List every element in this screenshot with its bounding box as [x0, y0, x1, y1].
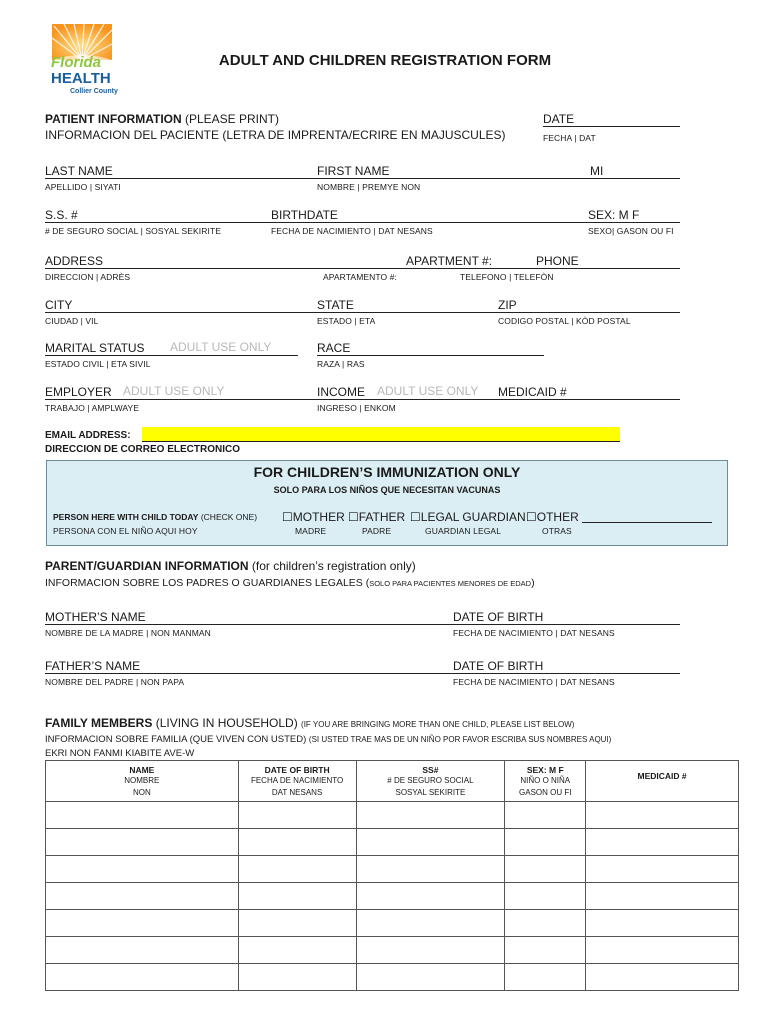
- option-legal-guardian[interactable]: ☐LEGAL GUARDIAN: [410, 510, 526, 524]
- table-cell[interactable]: [238, 964, 356, 991]
- table-row: [46, 910, 739, 937]
- table-cell[interactable]: [505, 964, 586, 991]
- birthdate-sublabel: FECHA DE NACIMIENTO | DAT NESANS: [271, 226, 433, 236]
- table-cell[interactable]: [46, 964, 239, 991]
- city-label: CITY: [45, 298, 73, 312]
- checkbox-icon[interactable]: ☐: [526, 510, 537, 524]
- table-cell[interactable]: [505, 937, 586, 964]
- first-name-sublabel: NOMBRE | PREMYE NON: [317, 182, 421, 192]
- table-row: [46, 829, 739, 856]
- table-cell[interactable]: [586, 910, 739, 937]
- email-sublabel: DIRECCION DE CORREO ELECTRONICO: [45, 444, 241, 455]
- table-row: [46, 964, 739, 991]
- mother-dob-label: DATE OF BIRTH: [453, 610, 544, 624]
- sex-label: SEX: M F: [588, 208, 640, 222]
- apartment-label: APARTMENT #:: [406, 254, 493, 268]
- option-other[interactable]: ☐OTHER: [526, 510, 579, 524]
- table-cell[interactable]: [586, 829, 739, 856]
- table-cell[interactable]: [356, 964, 505, 991]
- family-members-heading-es: INFORMACION SOBRE FAMILIA (QUE VIVEN CON USTED) (SI USTED TRAE MAS DE UN NIÑO POR FAVOR ESCRIBA SUS NOMBRES AQUI): [45, 734, 612, 745]
- date-field[interactable]: [543, 126, 680, 127]
- marital-status-label: MARITAL STATUS: [45, 341, 145, 355]
- patient-info-heading: PATIENT INFORMATION (PLEASE PRINT): [45, 112, 280, 126]
- other-field-line[interactable]: [582, 522, 712, 523]
- table-cell[interactable]: [238, 856, 356, 883]
- table-cell[interactable]: [356, 883, 505, 910]
- apartment-sublabel: APARTAMENTO #:: [323, 272, 397, 282]
- email-field[interactable]: [142, 427, 620, 442]
- logo-text-county: Collier County: [70, 88, 118, 95]
- table-cell[interactable]: [586, 964, 739, 991]
- option-mother-sublabel: MADRE: [295, 526, 327, 536]
- city-sublabel: CIUDAD | VIL: [45, 316, 99, 326]
- immunization-subtitle: SOLO PARA LOS NIÑOS QUE NECESITAN VACUNAS: [273, 485, 501, 495]
- zip-sublabel: CODIGO POSTAL | KÒD POSTAL: [498, 316, 631, 326]
- first-name-label: FIRST NAME: [317, 164, 390, 178]
- option-other-sublabel: OTRAS: [542, 526, 572, 536]
- medicaid-label: MEDICAID #: [498, 385, 567, 399]
- table-cell[interactable]: [46, 829, 239, 856]
- race-sublabel: RAZA | RAS: [317, 359, 365, 369]
- table-cell[interactable]: [505, 829, 586, 856]
- table-cell[interactable]: [46, 910, 239, 937]
- table-cell[interactable]: [238, 883, 356, 910]
- table-cell[interactable]: [586, 883, 739, 910]
- col-header-dob: DATE OF BIRTH FECHA DE NACIMIENTO DAT NESANS: [238, 761, 356, 802]
- income-label: INCOME: [317, 385, 365, 399]
- table-cell[interactable]: [46, 883, 239, 910]
- logo-text-florida: Florida: [51, 54, 102, 71]
- city-field-line[interactable]: [45, 312, 680, 313]
- table-cell[interactable]: [505, 802, 586, 829]
- ss-label: S.S. #: [45, 208, 78, 222]
- last-name-sublabel: APELLIDO | SIYATI: [45, 182, 121, 192]
- mother-field-line[interactable]: [45, 624, 680, 625]
- address-field-line[interactable]: [45, 268, 680, 269]
- option-father-sublabel: PADRE: [362, 526, 392, 536]
- address-sublabel: DIRECCION | ADRÈS: [45, 272, 131, 282]
- race-label: RACE: [317, 341, 351, 355]
- table-cell[interactable]: [46, 856, 239, 883]
- col-header-sex: SEX: M F NIÑO O NIÑA GASON OU FI: [505, 761, 586, 802]
- checkbox-icon[interactable]: ☐: [282, 510, 293, 524]
- father-name-sublabel: NOMBRE DEL PADRE | NON PAPA: [45, 677, 185, 687]
- option-guardian-sublabel: GUARDIAN LEGAL: [425, 526, 502, 536]
- patient-info-heading-es: INFORMACION DEL PACIENTE (LETRA DE IMPRENTA/ECRIRE EN MAJUSCULES): [45, 128, 506, 142]
- table-cell[interactable]: [586, 937, 739, 964]
- father-dob-sublabel: FECHA DE NACIMIENTO | DAT NESANS: [453, 677, 615, 687]
- marital-field-line[interactable]: [45, 355, 298, 356]
- table-cell[interactable]: [238, 910, 356, 937]
- table-row: [46, 883, 739, 910]
- table-cell[interactable]: [505, 883, 586, 910]
- parent-info-heading-es: INFORMACION SOBRE LOS PADRES O GUARDIANES LEGALES (SOLO PARA PACIENTES MENORES DE EDAD): [45, 577, 535, 589]
- table-cell[interactable]: [238, 829, 356, 856]
- table-cell[interactable]: [586, 856, 739, 883]
- table-cell[interactable]: [46, 802, 239, 829]
- person-with-child-sublabel: PERSONA CON EL NIÑO AQUI HOY: [53, 526, 198, 536]
- employer-label: EMPLOYER: [45, 385, 112, 399]
- marital-adult-use-only: ADULT USE ONLY: [170, 340, 272, 354]
- person-with-child-label: PERSON HERE WITH CHILD TODAY (CHECK ONE): [53, 512, 258, 522]
- employer-sublabel: TRABAJO | AMPLWAYE: [45, 403, 140, 413]
- zip-label: ZIP: [498, 298, 517, 312]
- race-field-line[interactable]: [317, 355, 544, 356]
- table-cell[interactable]: [505, 910, 586, 937]
- employer-field-line[interactable]: [45, 399, 680, 400]
- table-cell[interactable]: [356, 829, 505, 856]
- date-sublabel: FECHA | DAT: [543, 133, 596, 143]
- mi-label: MI: [590, 164, 604, 178]
- ss-field-line[interactable]: [45, 222, 680, 223]
- table-cell[interactable]: [505, 856, 586, 883]
- state-label: STATE: [317, 298, 354, 312]
- employer-adult-use-only: ADULT USE ONLY: [123, 384, 225, 398]
- parent-info-heading: PARENT/GUARDIAN INFORMATION (for children’s registration only): [45, 559, 416, 573]
- family-members-heading: FAMILY MEMBERS (LIVING IN HOUSEHOLD) (IF YOU ARE BRINGING MORE THAN ONE CHILD, PLEASE LIST BELOW): [45, 716, 575, 730]
- ss-sublabel: # DE SEGURO SOCIAL | SOSYAL SEKIRITE: [45, 226, 222, 236]
- table-cell[interactable]: [46, 937, 239, 964]
- date-label: DATE: [543, 112, 575, 126]
- father-dob-label: DATE OF BIRTH: [453, 659, 544, 673]
- table-cell[interactable]: [356, 856, 505, 883]
- col-header-name: NAME NOMBRE NON: [46, 761, 239, 802]
- state-sublabel: ESTADO | ETA: [317, 316, 376, 326]
- last-name-label: LAST NAME: [45, 164, 113, 178]
- checkbox-icon[interactable]: ☐: [348, 510, 359, 524]
- option-father[interactable]: ☐FATHER: [348, 510, 406, 524]
- table-row: [46, 937, 739, 964]
- table-cell[interactable]: [356, 910, 505, 937]
- income-sublabel: INGRESO | ENKOM: [317, 403, 396, 413]
- mother-dob-sublabel: FECHA DE NACIMIENTO | DAT NESANS: [453, 628, 615, 638]
- email-label: EMAIL ADDRESS:: [45, 430, 131, 441]
- table-row: [46, 856, 739, 883]
- father-name-label: FATHER’S NAME: [45, 659, 141, 673]
- table-cell[interactable]: [238, 937, 356, 964]
- marital-sublabel: ESTADO CIVIL | ETA SIVIL: [45, 359, 151, 369]
- table-cell[interactable]: [356, 802, 505, 829]
- col-header-medicaid: MEDICAID #: [586, 761, 739, 802]
- name-field-line[interactable]: [45, 178, 680, 179]
- form-title: ADULT AND CHILDREN REGISTRATION FORM: [218, 52, 552, 69]
- family-members-heading-ht: EKRI NON FANMI KIABITE AVE-W: [45, 748, 195, 759]
- phone-label: PHONE: [536, 254, 579, 268]
- col-header-ss: SS# # DE SEGURO SOCIAL SOSYAL SEKIRITE: [356, 761, 505, 802]
- table-cell[interactable]: [238, 802, 356, 829]
- address-label: ADDRESS: [45, 254, 104, 268]
- option-mother[interactable]: ☐MOTHER: [282, 510, 345, 524]
- checkbox-icon[interactable]: ☐: [410, 510, 421, 524]
- family-members-table: [45, 760, 739, 991]
- table-header-row: [46, 761, 739, 802]
- mother-name-label: MOTHER’S NAME: [45, 610, 146, 624]
- table-cell[interactable]: [586, 802, 739, 829]
- immunization-title: FOR CHILDREN’S IMMUNIZATION ONLY: [253, 464, 521, 480]
- table-row: [46, 802, 739, 829]
- phone-sublabel: TELEFONO | TELEFÒN: [460, 272, 554, 282]
- logo-text-health: HEALTH: [51, 70, 111, 87]
- birthdate-label: BIRTHDATE: [271, 208, 338, 222]
- sex-sublabel: SEXO| GASON OU FI: [588, 226, 674, 236]
- father-field-line[interactable]: [45, 673, 680, 674]
- table-cell[interactable]: [356, 937, 505, 964]
- mother-name-sublabel: NOMBRE DE LA MADRE | NON MANMAN: [45, 628, 211, 638]
- income-adult-use-only: ADULT USE ONLY: [377, 384, 479, 398]
